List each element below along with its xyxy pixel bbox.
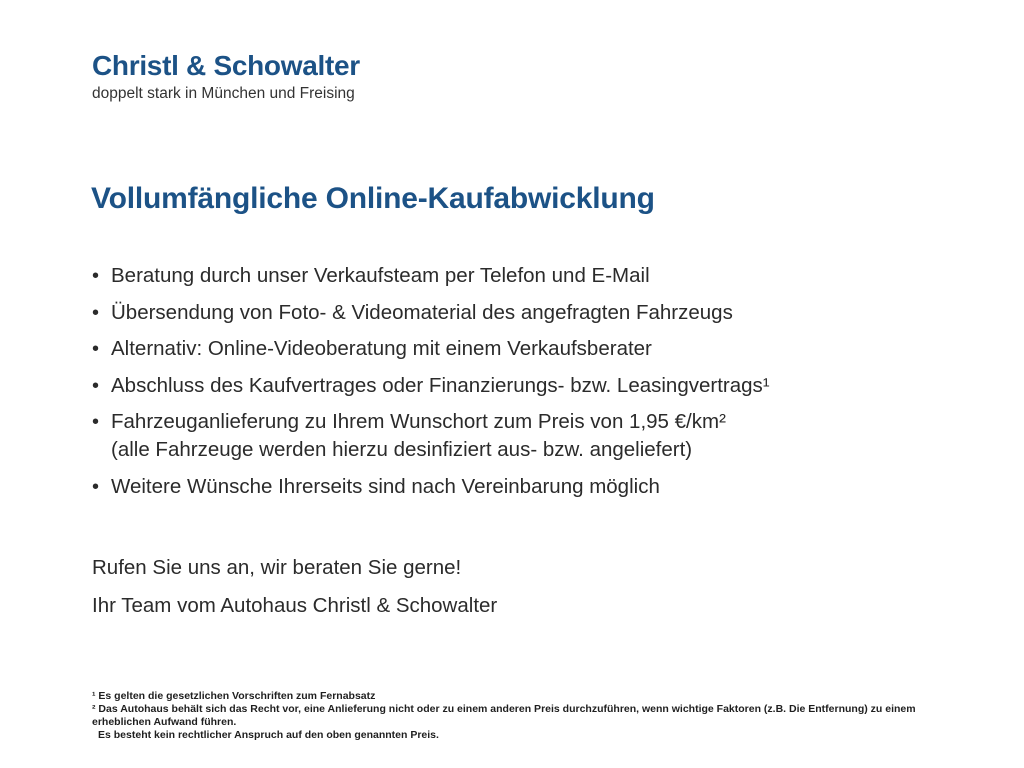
bullet-item — [92, 408, 892, 464]
bullet-text — [111, 408, 892, 464]
page-title: Vollumfängliche Online-Kaufabwicklung — [91, 182, 655, 215]
bullet-text: Alternativ: Online-Videoberatung mit einem Verkaufsberater — [111, 337, 652, 360]
bullet-item — [92, 262, 892, 290]
footnote-1: ¹ Es gelten die gesetzlichen Vorschriften zum Fernabsatz — [92, 690, 376, 702]
brand-tagline: doppelt stark in München und Freising — [92, 85, 355, 102]
closing-line-2: Ihr Team vom Autohaus Christl & Schowalter — [92, 594, 498, 617]
bullet-text: Übersendung von Foto- & Videomaterial des angefragten Fahrzeugs — [111, 300, 733, 324]
brand-name: Christl & Schowalter — [92, 50, 360, 81]
bullet-text-line-2: (alle Fahrzeuge werden hierzu desinfiziert aus- bzw. angeliefert) — [111, 438, 693, 461]
bullet-text: Beratung durch unser Verkaufsteam per Telefon und E-Mail — [111, 264, 650, 287]
bullet-text: Abschluss des Kaufvertrages oder Finanzierungs- bzw. Leasingvertrags¹ — [111, 373, 770, 397]
bullet-item — [92, 335, 892, 363]
bullet-marker: • — [92, 338, 100, 360]
bullet-item — [92, 473, 892, 501]
bullet-item — [92, 372, 892, 400]
bullet-marker: • — [92, 265, 100, 287]
brand-logo — [92, 50, 360, 103]
bullet-text: Weitere Wünsche Ihrerseits sind nach Vereinbarung möglich — [111, 474, 660, 498]
bullet-marker: • — [92, 374, 100, 397]
closing-block — [92, 554, 497, 630]
bullet-marker: • — [92, 411, 100, 433]
bullet-list — [92, 262, 892, 509]
bullet-item — [92, 299, 892, 327]
closing-line-1: Rufen Sie uns an, wir beraten Sie gerne! — [92, 556, 462, 579]
bullet-marker: • — [92, 475, 100, 498]
footnote-2: ² Das Autohaus behält sich das Recht vor, eine Anlieferung nicht oder zu einem anderen Preis durchzuführen, wenn wichtige Faktoren (z.B. Die Entfernung) zu einem erheblichen Aufwand führen. — [92, 703, 916, 728]
footnotes — [92, 690, 972, 742]
bullet-text-line-1: Fahrzeuganlieferung zu Ihrem Wunschort zum Preis von 1,95 €/km² — [111, 410, 726, 433]
footnote-2-continued: Es besteht kein rechtlicher Anspruch auf den oben genannten Preis. — [98, 729, 439, 741]
bullet-marker: • — [92, 301, 100, 324]
